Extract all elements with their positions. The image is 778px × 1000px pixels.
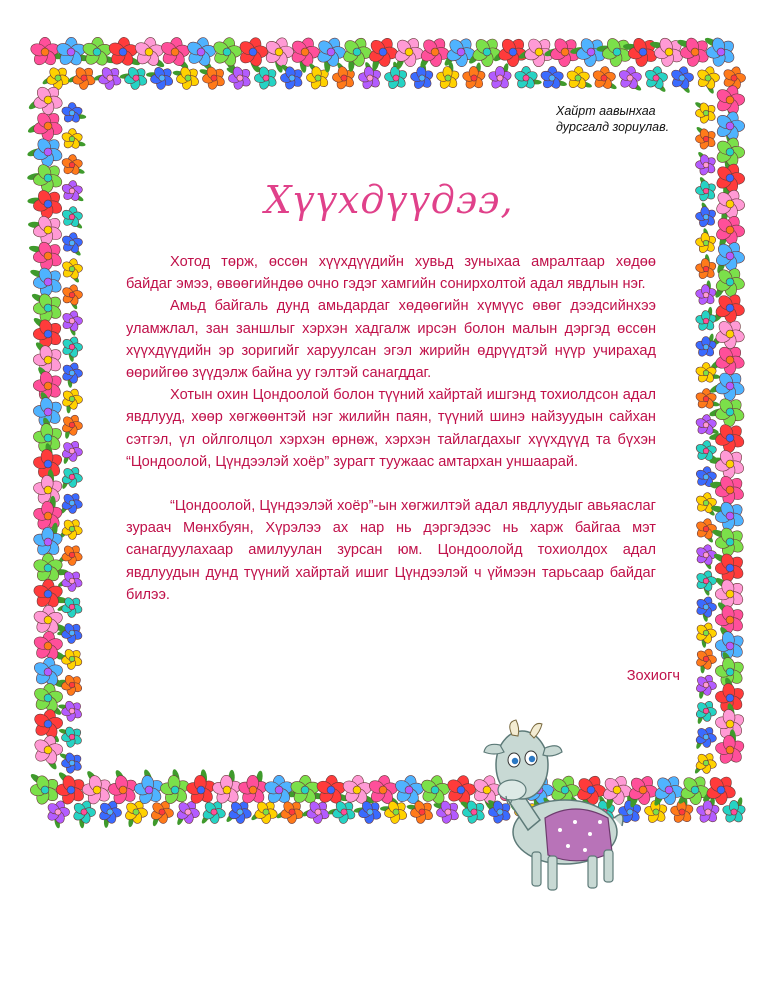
flower-icon <box>695 333 718 358</box>
flower-icon <box>695 544 717 570</box>
flower-icon <box>56 771 86 806</box>
flower-icon <box>704 36 737 68</box>
flower-icon <box>226 66 252 91</box>
flower-icon <box>225 800 252 824</box>
flower-icon <box>695 254 717 280</box>
flower-icon <box>172 66 200 91</box>
flower-icon <box>695 492 717 517</box>
flower-icon <box>59 752 83 775</box>
body-text <box>126 251 656 606</box>
flower-icon <box>28 240 63 271</box>
flower-icon <box>58 726 83 748</box>
flower-icon <box>61 414 83 439</box>
flower-icon <box>61 388 83 414</box>
flower-icon <box>61 128 86 150</box>
flower-icon <box>711 526 745 558</box>
author-signature: Зохиогч <box>626 668 680 684</box>
flower-icon <box>353 800 382 824</box>
flower-icon <box>592 66 618 91</box>
paragraph-4: “Цондоолой, Цүндээлэй хоёр”-ын хөгжилтэй адал явдлуудыг авьяаслаг зураач Мөнхбуян, Хүрэлээ ах нар нь дэргэдээс нь харж байгаа мэт санагдуулахаар амилуулан зурсан юм. Цондоолойд тохиолдох адал явдлуудын дунд түүний хайртай ишиг Цүндээлэй ч үймээн тарьсаар байдаг билээ. <box>126 498 656 603</box>
flower-icon <box>134 768 165 805</box>
flower-icon <box>406 800 434 825</box>
page-title: Хүүхдүүдээ, <box>264 178 514 222</box>
flower-icon <box>199 66 226 91</box>
flower-icon <box>61 362 83 388</box>
flower-icon <box>61 258 83 284</box>
flower-icon <box>32 522 64 557</box>
flower-icon <box>644 66 668 93</box>
flower-icon <box>570 36 607 67</box>
flower-icon <box>58 700 83 722</box>
flower-icon <box>250 800 278 824</box>
flower-icon <box>61 466 83 490</box>
flower-icon <box>695 414 720 436</box>
flower-icon <box>61 232 83 257</box>
flower-icon <box>488 63 513 90</box>
flower-icon <box>695 280 717 306</box>
flower-icon <box>119 66 148 90</box>
flower-icon <box>93 66 122 90</box>
flower-icon <box>61 102 87 124</box>
flower-icon <box>460 800 486 825</box>
flower-icon <box>108 769 139 806</box>
flower-icon <box>393 36 424 70</box>
dedication <box>556 103 756 135</box>
flower-icon <box>60 492 84 515</box>
flower-icon <box>327 800 356 824</box>
flower-icon <box>61 154 86 176</box>
flower-icon <box>27 111 64 141</box>
flower-icon <box>160 769 191 806</box>
flower-icon <box>29 266 63 298</box>
flower-icon <box>433 800 460 825</box>
paragraph-3: Хотын охин Цондоолой болон түүний хайртай ишгэнд тохиолдсон адал явдлууд, хөөр хөгжөөнтэй нэг жилийн паян, түүний шинэ найзуудын сайхан сэтгэл, үл ойлголцол хэрхэн өрнөж, хэрхэн тайлагдахыг хүүхдүүд та бүхэн “Цондоолой, Цүндээлэй хоёр” зурагт туужаас амтархан уншаарай. <box>126 387 656 470</box>
flower-icon <box>61 310 83 337</box>
dedication-line-2: дурсгалд зориулав. <box>556 120 670 134</box>
flower-icon <box>462 62 487 90</box>
flower-icon <box>487 799 512 825</box>
flower-icon <box>380 800 408 825</box>
flower-icon <box>146 66 174 91</box>
paragraph-2: Амьд байгаль дунд амьдардаг хөдөөгийн хүмүүс өвөг дээдсийнхээ уламжлал, зан заншлыг хэрхэн хадгалж ирсэн болон малын дэргэд өссөн хүүхдүүдийн эр зоригийг харуулсан эгэл жирийн өдрүүдтэй нүүр учирахад өөрийгөө зүүдэлж байна уу гэлтэй санагддаг. <box>126 298 656 382</box>
flower-icon <box>694 752 718 775</box>
flower-icon <box>696 66 720 95</box>
flower-icon <box>185 769 216 806</box>
flower-icon <box>695 228 717 255</box>
flower-icon <box>41 66 70 90</box>
flower-icon <box>32 469 63 506</box>
flower-icon <box>253 65 278 91</box>
flower-icon <box>61 284 83 310</box>
flower-icon <box>26 136 63 167</box>
flower-icon <box>714 729 745 766</box>
flower-icon <box>61 336 83 363</box>
flower-icon <box>695 700 717 725</box>
dedication-line-1: Хайрт аавынхаа <box>556 104 656 118</box>
flower-icon <box>82 770 113 806</box>
flower-icon <box>237 770 269 805</box>
flower-icon <box>566 66 593 90</box>
flower-icon <box>695 726 717 750</box>
flower-icon <box>32 496 64 532</box>
flower-icon <box>540 66 568 90</box>
paragraph-1: Хотод төрж, өссөн хүүхдүүдийн хувьд зуныхаа амралтаар хөдөө байдаг эмээ, өвөөгийндөө очно гэдэг хамгийн сонирхолтой адал явдлын нэг. <box>126 254 656 293</box>
flower-icon <box>29 772 60 806</box>
flower-icon <box>185 36 216 72</box>
flower-icon <box>514 66 542 90</box>
flower-icon <box>200 800 226 825</box>
flower-icon <box>695 151 717 177</box>
flower-icon <box>67 66 96 90</box>
flower-icon <box>58 518 83 540</box>
flower-icon <box>211 770 243 806</box>
flower-icon <box>695 307 718 332</box>
flower-icon <box>695 674 717 699</box>
flower-icon <box>61 440 83 465</box>
flower-icon <box>275 800 304 824</box>
flower-icon <box>436 62 461 90</box>
flower-icon <box>670 66 694 94</box>
flower-icon <box>695 570 717 597</box>
flower-icon <box>301 800 330 824</box>
flower-icon <box>695 596 717 623</box>
flower-icon <box>714 240 745 274</box>
flower-icon <box>618 66 643 92</box>
flower-icon <box>695 622 717 648</box>
flower-icon <box>695 648 717 674</box>
